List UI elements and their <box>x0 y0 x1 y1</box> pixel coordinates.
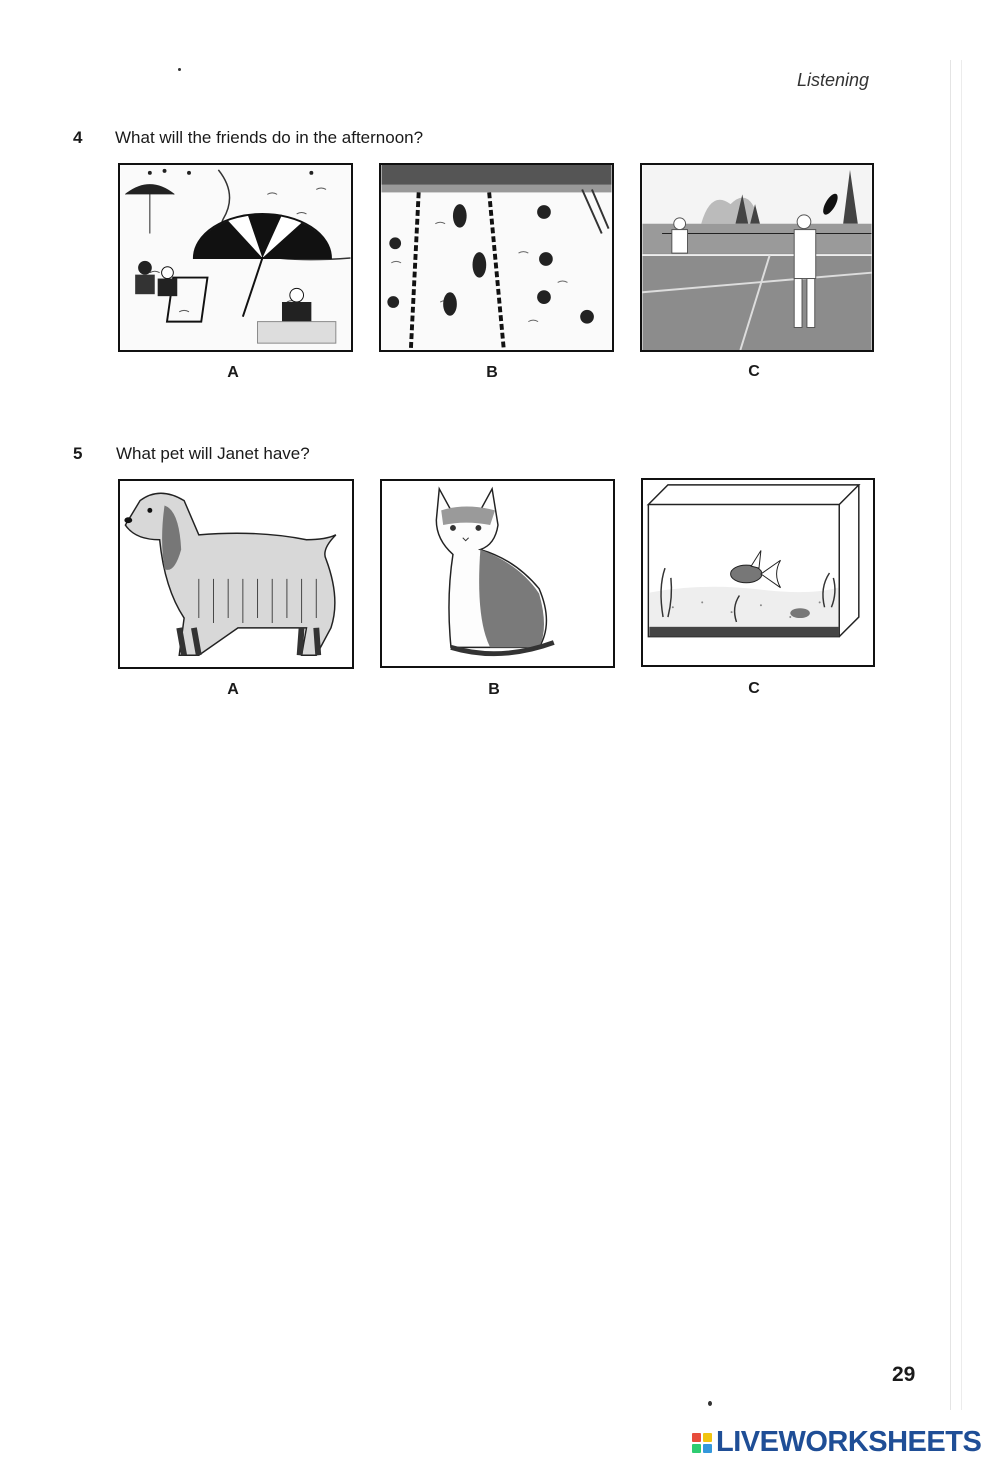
pool-icon <box>381 165 612 350</box>
beach-icon <box>120 165 351 350</box>
dog-picture[interactable] <box>118 479 354 669</box>
goldfish-tank-picture[interactable] <box>641 478 875 667</box>
cat-icon <box>382 481 613 666</box>
option-label: B <box>488 681 500 698</box>
option-label: B <box>486 364 498 381</box>
brand-square <box>692 1444 701 1453</box>
question-number: 4 <box>73 128 83 147</box>
brand-square <box>692 1433 701 1442</box>
page-number: 29 <box>892 1363 916 1386</box>
brand-icon <box>692 1433 712 1453</box>
cat-picture[interactable] <box>380 479 615 668</box>
tennis-court-picture[interactable] <box>640 163 874 352</box>
question-text: What pet will Janet have? <box>116 444 310 463</box>
speck <box>178 68 181 71</box>
option-label: C <box>748 363 760 380</box>
option-label: A <box>227 364 239 381</box>
section-title: Listening <box>797 70 870 90</box>
brand-square <box>703 1444 712 1453</box>
option-label: A <box>227 681 239 698</box>
brand-logo[interactable] <box>692 1426 981 1459</box>
brand-name: LIVEWORKSHEETS <box>716 1426 982 1458</box>
beach-scene-picture[interactable] <box>118 163 353 352</box>
fish-tank-icon <box>643 480 873 665</box>
page-edge <box>950 60 962 1410</box>
question-text: What will the friends do in the afternoon? <box>115 128 424 147</box>
speck <box>708 1401 712 1406</box>
option-label: C <box>748 680 760 697</box>
tennis-icon <box>642 165 872 350</box>
dog-icon <box>120 481 352 667</box>
swimming-pool-picture[interactable] <box>379 163 614 352</box>
question-number: 5 <box>73 444 83 463</box>
brand-square <box>703 1433 712 1442</box>
